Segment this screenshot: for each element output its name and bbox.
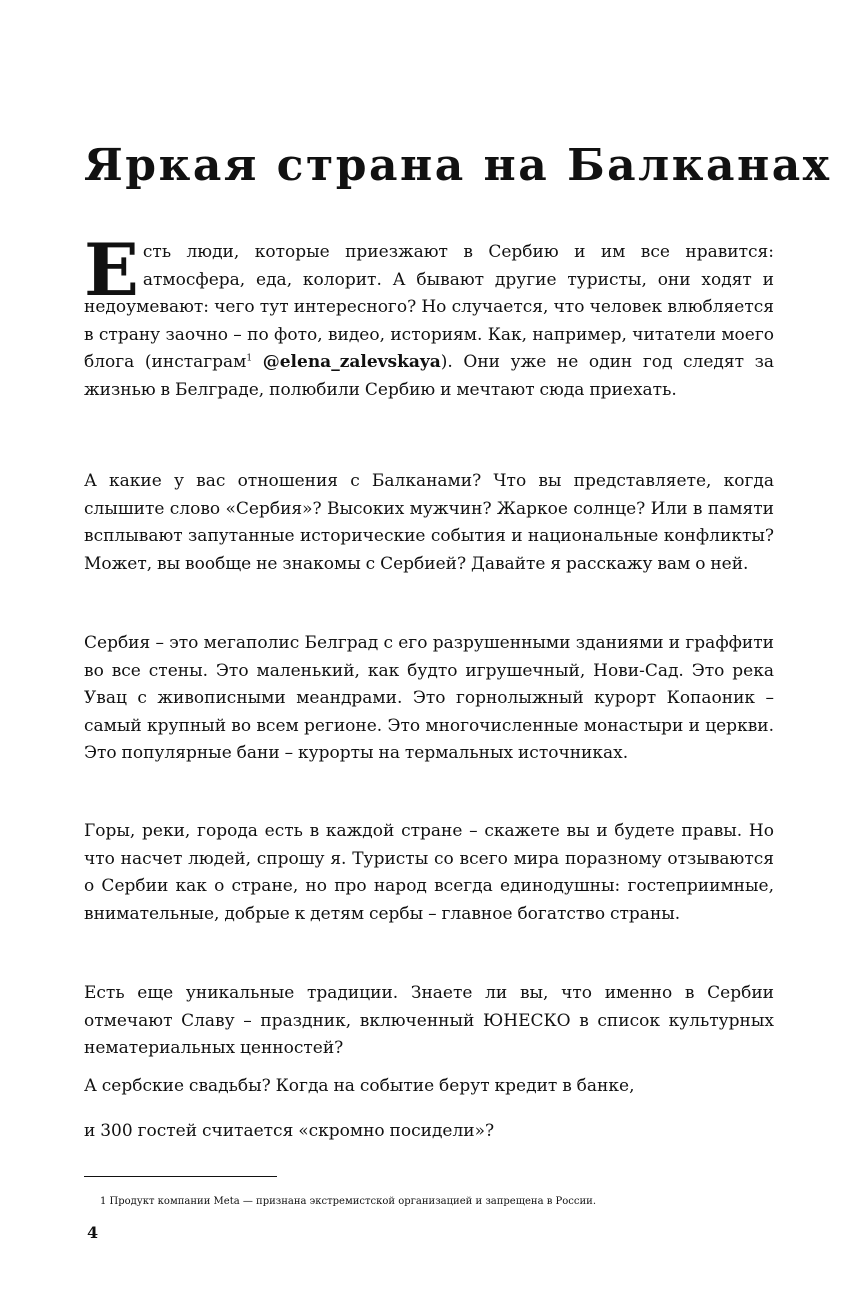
paragraph: и 300 гостей считается «скромно посидели»?: [84, 1121, 495, 1141]
paragraph: Сербия – это мегаполис Белград с его разрушенными зданиями и граффити во все стены. Это маленький, как будто игрушечный, Нови-Сад. Это река Увац с живописными меандрами. Это горнолыжный курорт Копаоник – самый крупный во всем регионе. Это многочисленные монастыри и церкви. Это популярные бани – курорты на термальных источниках.: [84, 633, 774, 763]
chapter-title: Яркая страна на Балканах: [84, 140, 832, 191]
intro-text: сть люди, которые приезжают в Сербию и им все нравится: атмосфера, еда, колорит. А бывают другие туристы, они ходят и недоумевают: чего тут интересного? Но случается, что человек влюбляется в страну заочно – по фото, видео, историям. Как, например, читатели моего блога (инстаграм: [84, 242, 774, 372]
page-number: 4: [87, 1223, 99, 1242]
footnote: 1 Продукт компании Meta — признана экстремистской организацией и запрещена в России.: [100, 1196, 597, 1207]
intro-paragraph: [84, 227, 774, 404]
footnote-divider: [84, 1176, 277, 1177]
paragraph: Горы, реки, города есть в каждой стране – скажете вы и будете правы. Но что насчет людей, спрошу я. Туристы со всего мира поразному отзываются о Сербии как о стране, но про народ всегда единодушны: гостеприимные, внимательные, добрые к детям сербы – главное богатство страны.: [84, 821, 774, 924]
paragraph: А сербские свадьбы? Когда на событие берут кредит в банке,: [84, 1076, 635, 1096]
paragraph: Есть еще уникальные традиции. Знаете ли вы, что именно в Сербии отмечают Славу – праздник, включенный ЮНЕСКО в список культурных нематериальных ценностей?: [84, 983, 774, 1058]
blog-handle: @elena_zalevskaya: [262, 352, 441, 372]
intro-text-end: ). Они уже не один год следят за жизнью в Белграде, полюбили Сербию и мечтают сюда приехать.: [84, 352, 774, 400]
paragraph: А какие у вас отношения с Балканами? Что вы представляете, когда слышите слово «Сербия»? Высоких мужчин? Жаркое солнце? Или в памяти всплывают запутанные исторические события и национальные конфликты? Может, вы вообще не знакомы с Сербией? Давайте я расскажу вам о ней.: [84, 471, 774, 574]
drop-cap: Е: [84, 227, 139, 312]
footnote-reference: 1: [246, 353, 253, 364]
